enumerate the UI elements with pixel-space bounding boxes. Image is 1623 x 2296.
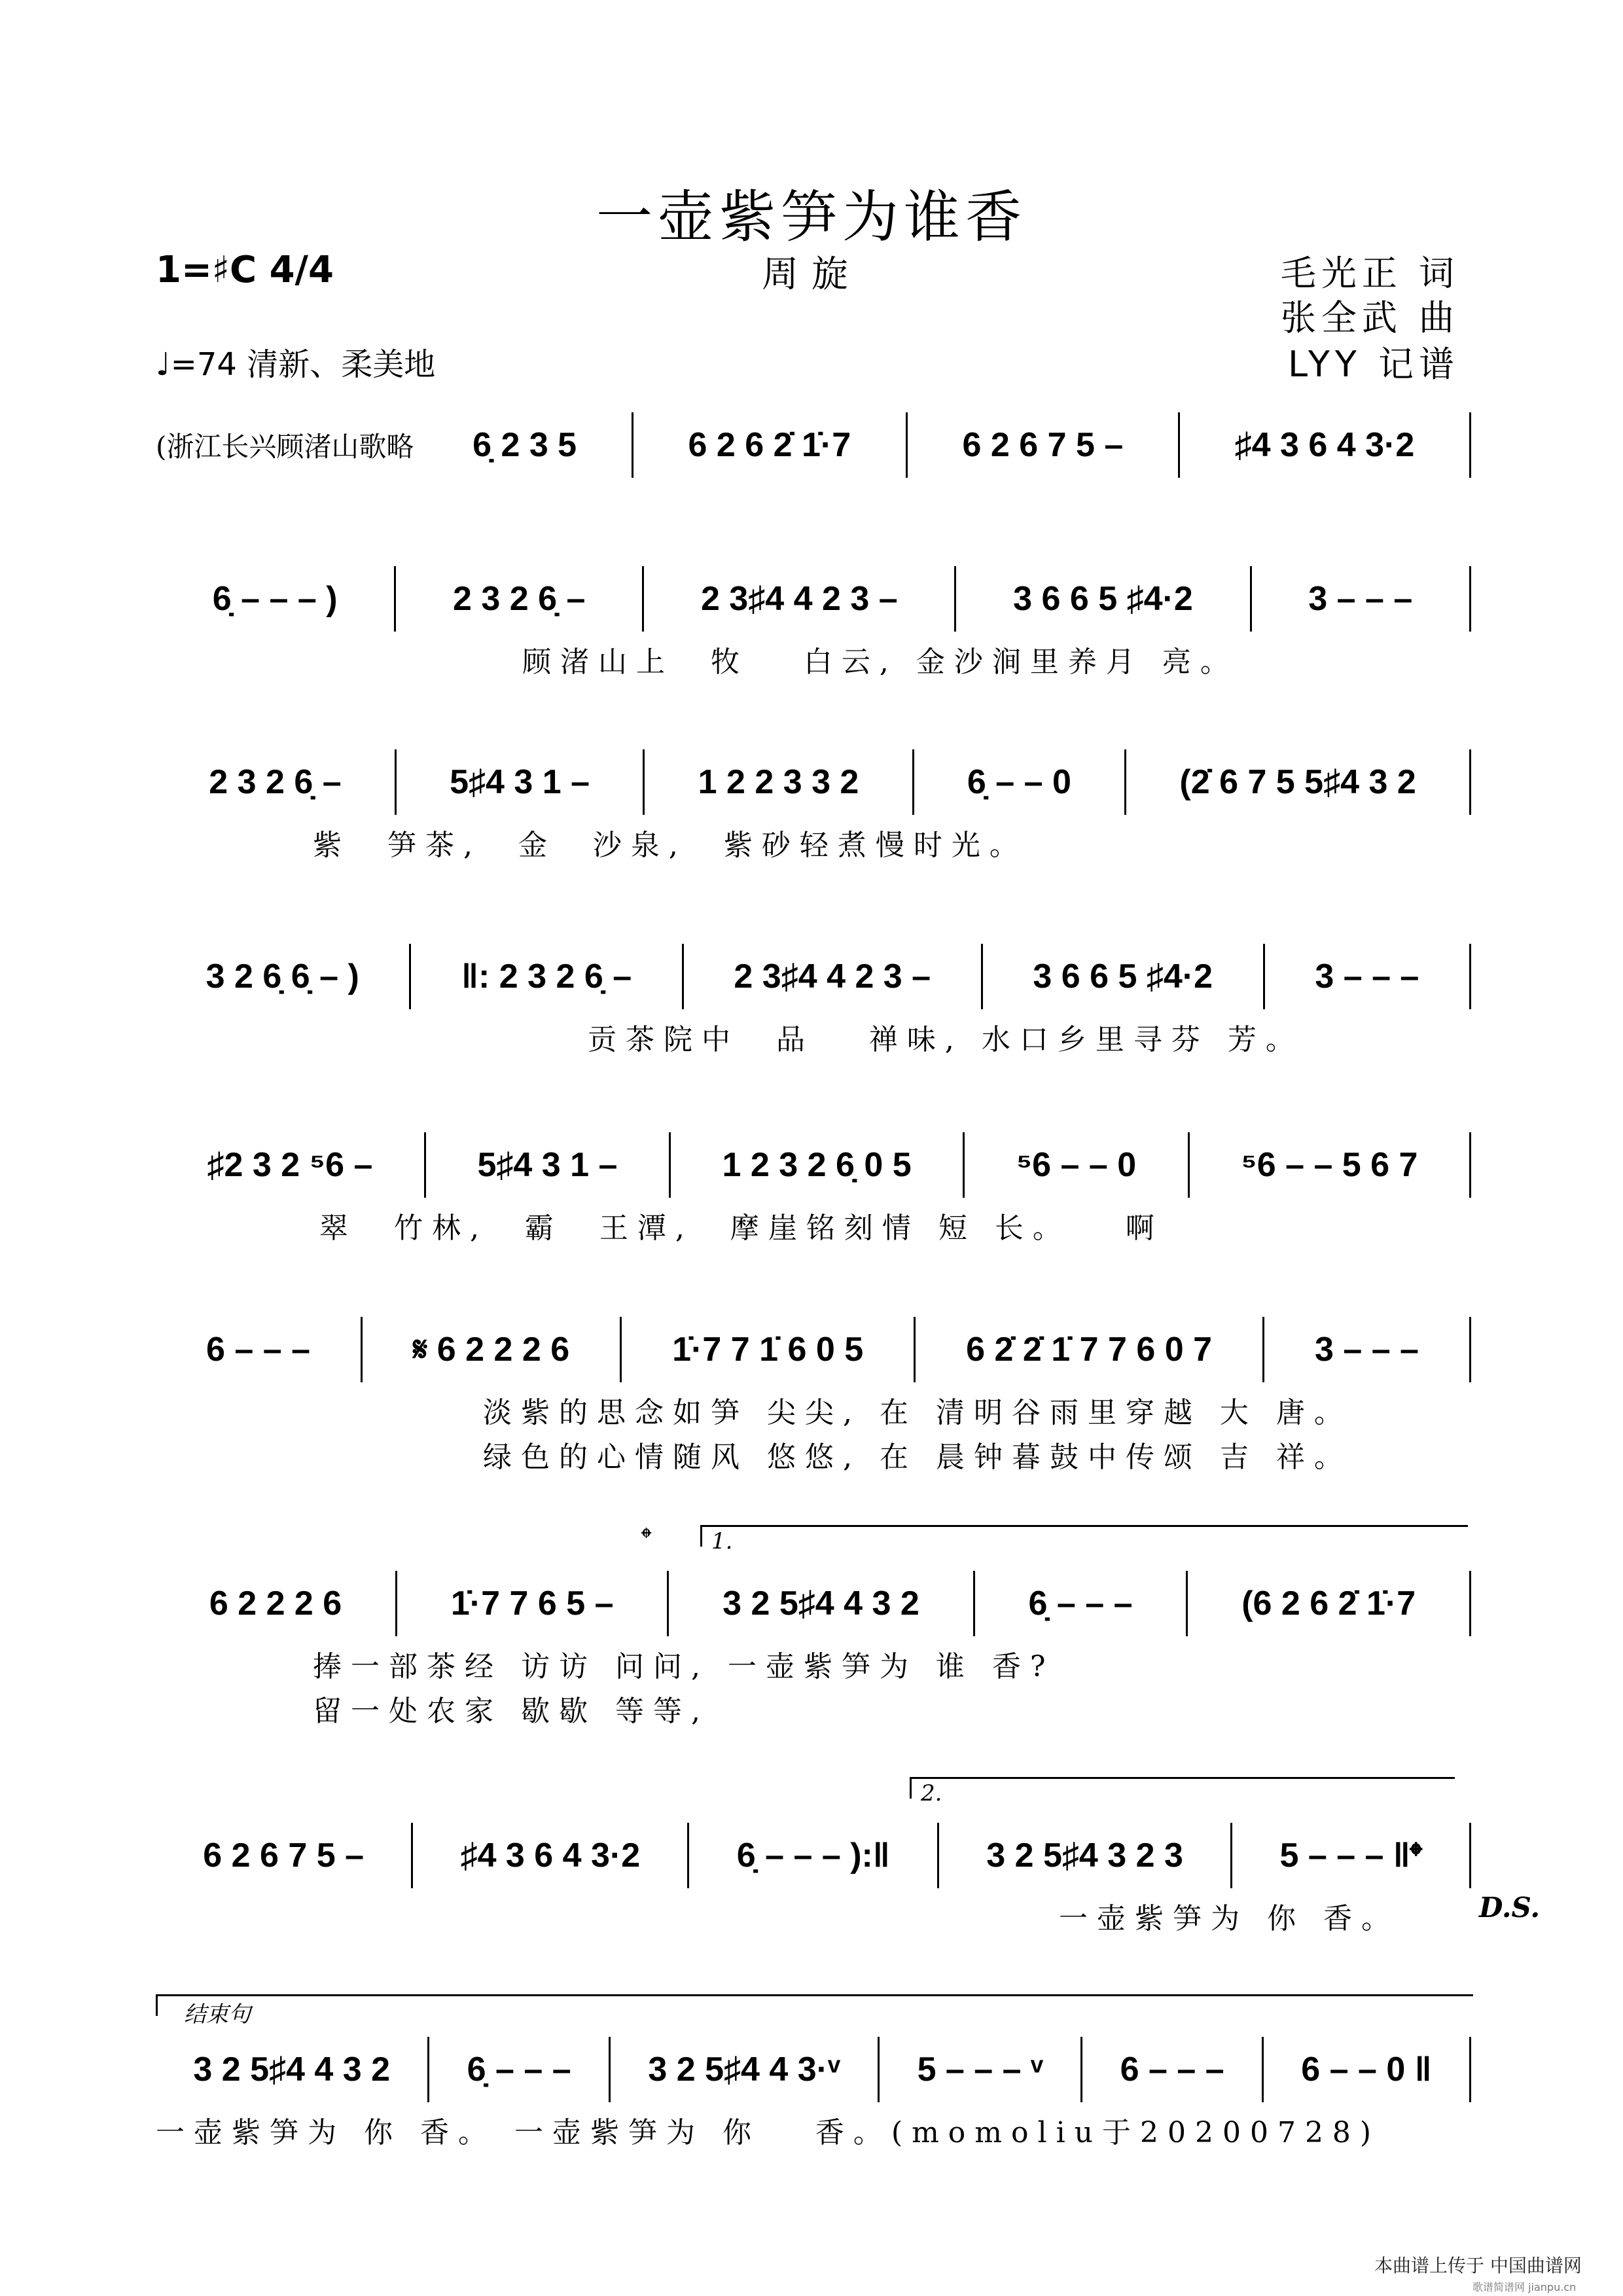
ending-label: 结束句 (184, 2001, 251, 2028)
measure: 5♯4 3 1 – (426, 1132, 671, 1198)
measure: 6 2 6 7 5 – (156, 1823, 413, 1888)
intro-annotation: (浙江长兴顾渚山歌略 (156, 431, 414, 463)
key-signature: 1=♯C 4/4 (156, 249, 334, 291)
measure: ⁵6 – – 5 6 7 (1190, 1132, 1471, 1198)
score-row (156, 419, 1471, 471)
measure: 3 – – – (1252, 566, 1472, 632)
measure: 6 2 6 2̇ 1̇·7 (633, 412, 908, 478)
measure: 5♯4 3 1 – (397, 749, 645, 815)
lyrics-line: 顾渚山上 牧 白云, 金沙涧里养月 亮。 (522, 645, 1238, 679)
measure: 6 – – – (156, 1317, 363, 1382)
measure: 6 2 6 7 5 – (908, 412, 1180, 478)
measure: 6̣ 2 3 5 (418, 412, 633, 478)
measure: 6 – – 0 ‖ (1264, 2037, 1471, 2102)
volta-bracket (700, 1525, 1468, 1554)
volta-number: 2. (921, 1780, 942, 1806)
measure: 2 3 2 6̣ – (156, 749, 397, 815)
lyrics-line: 淡紫的思念如笋 尖尖, 在 清明谷雨里穿越 大 唐。 (483, 1396, 1352, 1429)
ending-bracket (156, 1994, 1473, 2028)
measure: 3 2 5♯4 4 3·ᵛ (611, 2037, 880, 2102)
watermark: 歌谱简谱网 jianpu.cn (1472, 2281, 1577, 2293)
measure: 3 2 6̣ 6̣ – ) (156, 944, 411, 1009)
measure: 6̣ – – – ) (156, 566, 396, 632)
measure: 6 2 2 2 6 (156, 1571, 397, 1636)
measure: 3 – – – (1265, 944, 1471, 1009)
measure: 3 6 6 5 ♯4·2 (983, 944, 1265, 1009)
measure: 6 2̇ 2̇ 1̇ 7 7 6 0 7 (916, 1317, 1264, 1382)
measure: 1̇·7 7 1̇ 6 0 5 (622, 1317, 916, 1382)
measure: ♯2 3 2 ⁵6 – (156, 1132, 426, 1198)
composer: 张全武 曲 (1280, 297, 1459, 338)
score-row (156, 1577, 1471, 1630)
measure: ‖: 2 3 2 6̣ – (411, 944, 683, 1009)
transcriber: LYY 记谱 (1287, 344, 1459, 385)
measure: 3 2 5♯4 3 2 3 (939, 1823, 1232, 1888)
measure: (6 2 6 2̇ 1̇·7 (1188, 1571, 1471, 1636)
measure: 𝄋 6 2 2 2 6 (363, 1317, 622, 1382)
singer: 周旋 (762, 253, 861, 296)
measure: 6 – – – (1082, 2037, 1264, 2102)
measure: 5 – – – ᵛ (880, 2037, 1082, 2102)
dal-segno-marking: D.S. (1479, 1892, 1541, 1924)
score-row (156, 2043, 1471, 2096)
lyrics-line: 绿色的心情随风 悠悠, 在 晨钟暮鼓中传颂 吉 祥。 (483, 1441, 1352, 1474)
score-row (156, 950, 1471, 1003)
score-row (156, 1139, 1471, 1191)
tempo-marking: ♩=74 清新、柔美地 (156, 346, 436, 383)
measure: 1̇·7 7 6 5 – (397, 1571, 669, 1636)
measure: 6̣ – – – (429, 2037, 611, 2102)
measure: (2̇ 6 7 5 5♯4 3 2 (1126, 749, 1471, 815)
measure: 2 3♯4 4 2 3 – (644, 566, 956, 632)
measure: 6̣ – – 0 (914, 749, 1127, 815)
song-title: 一壶紫笋为谁香 (596, 185, 1027, 250)
measure: 3 2 5♯4 4 3 2 (156, 2037, 429, 2102)
measure: ⁵6 – – 0 (965, 1132, 1190, 1198)
lyrics-line: 捧一部茶经 访访 问问, 一壶紫笋为 谁 香? (313, 1650, 1055, 1683)
lyrics-line: 紫 笋茶, 金 沙泉, 紫砂轻煮慢时光。 (313, 829, 1027, 862)
lyrics-line: 贡茶院中 品 禅味, 水口乡里寻芬 芳。 (588, 1023, 1304, 1056)
volta-bracket (910, 1777, 1455, 1806)
measure: 5 – – – ‖𝄌 (1232, 1823, 1471, 1888)
measure: 1 2 2 3 3 2 (645, 749, 914, 815)
lyrics-line: 翠 竹林, 霸 王潭, 摩崖铭刻情 短 长。 啊 (319, 1211, 1164, 1245)
measure: 1 2 3 2 6̣ 0 5 (671, 1132, 965, 1198)
measure: 6̣ – – – ):‖ (689, 1823, 939, 1888)
score-row (156, 1829, 1471, 1882)
score-row (156, 1323, 1471, 1376)
coda-icon: 𝄌 (641, 1522, 652, 1555)
measure: 3 6 6 5 ♯4·2 (956, 566, 1251, 632)
measure: 2 3♯4 4 2 3 – (684, 944, 983, 1009)
measure: 2 3 2 6̣ – (396, 566, 644, 632)
volta-number: 1. (711, 1528, 733, 1554)
measure: 3 2 5♯4 4 3 2 (669, 1571, 974, 1636)
score-row (156, 573, 1471, 625)
lyrics-line: 一壶紫笋为 你 香。 一壶紫笋为 你 香。(momoliu于20200728) (156, 2116, 1381, 2149)
score-row (156, 756, 1471, 808)
measure: ♯4 3 6 4 3·2 (1180, 412, 1471, 478)
footer-upload-note: 本曲谱上传于 中国曲谱网 (1374, 2255, 1582, 2276)
lyricist: 毛光正 词 (1280, 253, 1459, 294)
lyrics-line: 一壶紫笋为 你 香。 (1059, 1902, 1399, 1935)
measure: ♯4 3 6 4 3·2 (413, 1823, 689, 1888)
measure: 6̣ – – – (975, 1571, 1188, 1636)
lyrics-line: 留一处农家 歇歇 等等, (313, 1695, 709, 1728)
measure: 3 – – – (1264, 1317, 1471, 1382)
